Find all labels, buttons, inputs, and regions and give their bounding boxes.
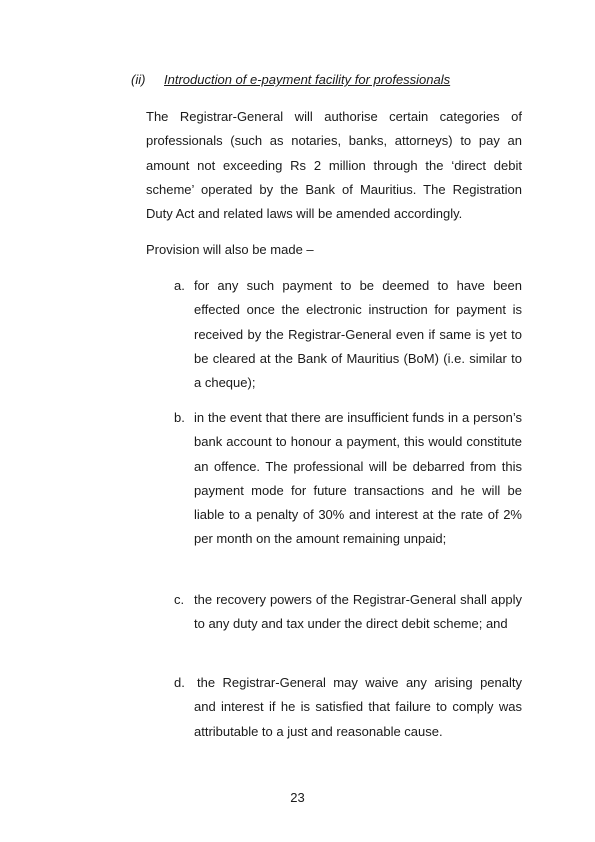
page-number: 23 — [290, 790, 305, 805]
list-item-marker: b. — [174, 410, 185, 425]
list-item-text: for any such payment to be deemed to have been effected once the electronic instruction for payment is received by the Registrar-General even if same is yet to be cleared at the Bank of Mauritius (BoM) (i.e. similar to a cheque); — [194, 278, 522, 391]
section-number: (ii) — [131, 72, 146, 87]
section-heading — [131, 71, 450, 89]
list-item — [174, 274, 522, 395]
list-item-marker: c. — [174, 592, 185, 607]
list-item-text: the Registrar-General may waive any arising penalty and interest if he is satisfied that failure to comply was attributable to a just and reasonable cause. — [194, 675, 522, 739]
list-item — [174, 671, 522, 744]
list-item-text: in the event that there are insufficient funds in a person’s bank account to honour a payment, this would constitute an offence. The professional will be debarred from this payment mode for future transactions and he will be liable to a penalty of 30% and interest at the rate of 2% per month on the amount remaining unpaid; — [194, 410, 522, 547]
list-item — [174, 406, 522, 552]
list-item-marker: d. — [174, 675, 185, 690]
provision-intro: Provision will also be made – — [146, 242, 314, 257]
intro-paragraph: The Registrar-General will authorise certain categories of professionals (such as notaries, banks, attorneys) to pay an amount not exceeding Rs 2 million through the ‘direct debit scheme’ operated by the Bank of Mauritius. The Registration Duty Act and related laws will be amended accordingly. — [146, 109, 522, 222]
section-title: Introduction of e-payment facility for professionals — [164, 72, 451, 87]
list-item-marker: a. — [174, 278, 185, 293]
list-item — [174, 588, 522, 637]
list-item-text: the recovery powers of the Registrar-General shall apply to any duty and tax under the direct debit scheme; and — [194, 592, 522, 632]
